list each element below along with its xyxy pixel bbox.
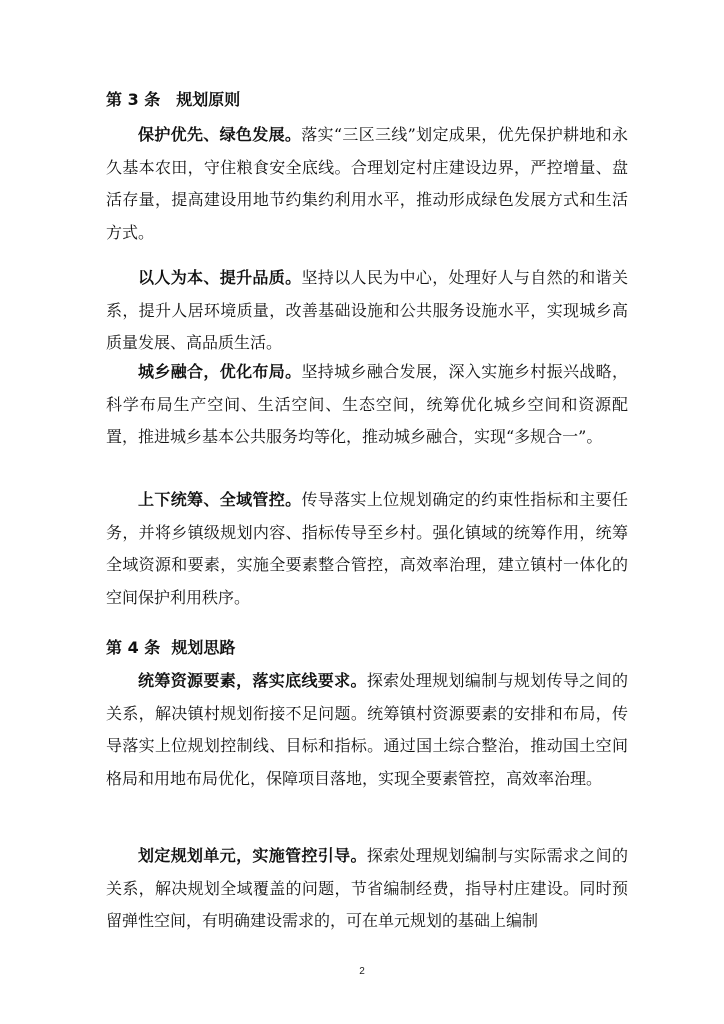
paragraph-protection-priority: [106, 119, 628, 249]
paragraph-text: 探索处理规划编制与规划传导之间的关系，解决镇村规划衔接不足问题。统筹镇村资源要素的安排和布局，传导落实上位规划控制线、目标和指标。通过国土综合整治，推动国土空间格局和用地布局优化，保障项目落地，实现全要素管控，高效率治理。: [106, 671, 628, 788]
paragraph-text: 传导落实上位规划确定的约束性指标和主要任务，并将乡镇级规划内容、指标传导至乡村。强化镇域的统筹作用，统筹全域资源和要素，实施全要素整合管控，高效率治理，建立镇村一体化的空间保护利用秩序。: [106, 490, 628, 607]
paragraph-text: 落实“三区三线”划定成果，优先保护耕地和永久基本农田，守住粮食安全底线。合理划定村庄建设边界，严控增量、盘活存量，提高建设用地节约集约利用水平，推动形成绿色发展方式和生活方式。: [106, 125, 628, 242]
document-page: [106, 0, 628, 1024]
paragraph-lead: 划定规划单元，实施管控引导。: [138, 846, 367, 865]
paragraph-resource-coordination: [106, 665, 628, 795]
paragraph-lead: 城乡融合，优化布局。: [138, 362, 302, 381]
paragraph-lead: 上下统筹、全域管控。: [138, 490, 302, 509]
section-heading-article-4: 第 4 条 规划思路: [106, 638, 236, 657]
paragraph-text: 坚持城乡融合发展，深入实施乡村振兴战略，科学布局生产空间、生活空间、生态空间，统筹优化城乡空间和资源配置，推进城乡基本公共服务均等化，推动城乡融合，实现“多规合一”。: [106, 362, 628, 447]
paragraph-text: 坚持以人民为中心，处理好人与自然的和谐关系，提升人居环境质量，改善基础设施和公共服务设施水平，实现城乡高质量发展、高品质生活。: [106, 268, 628, 353]
page-number: 2: [359, 966, 365, 977]
paragraph-overall-control: [106, 484, 628, 614]
paragraph-people-oriented: [106, 262, 628, 360]
paragraph-lead: 保护优先、绿色发展。: [138, 125, 302, 144]
paragraph-lead: 统筹资源要素，落实底线要求。: [138, 671, 367, 690]
paragraph-urban-rural-integration: [106, 356, 628, 454]
paragraph-planning-units: [106, 840, 628, 938]
paragraph-text: 探索处理规划编制与实际需求之间的关系，解决规划全域覆盖的问题，节省编制经费，指导村庄建设。同时预留弹性空间，有明确建设需求的，可在单元规划的基础上编制: [106, 846, 628, 931]
section-heading-article-3: 第 3 条 规划原则: [106, 90, 241, 109]
paragraph-lead: 以人为本、提升品质。: [138, 268, 302, 287]
